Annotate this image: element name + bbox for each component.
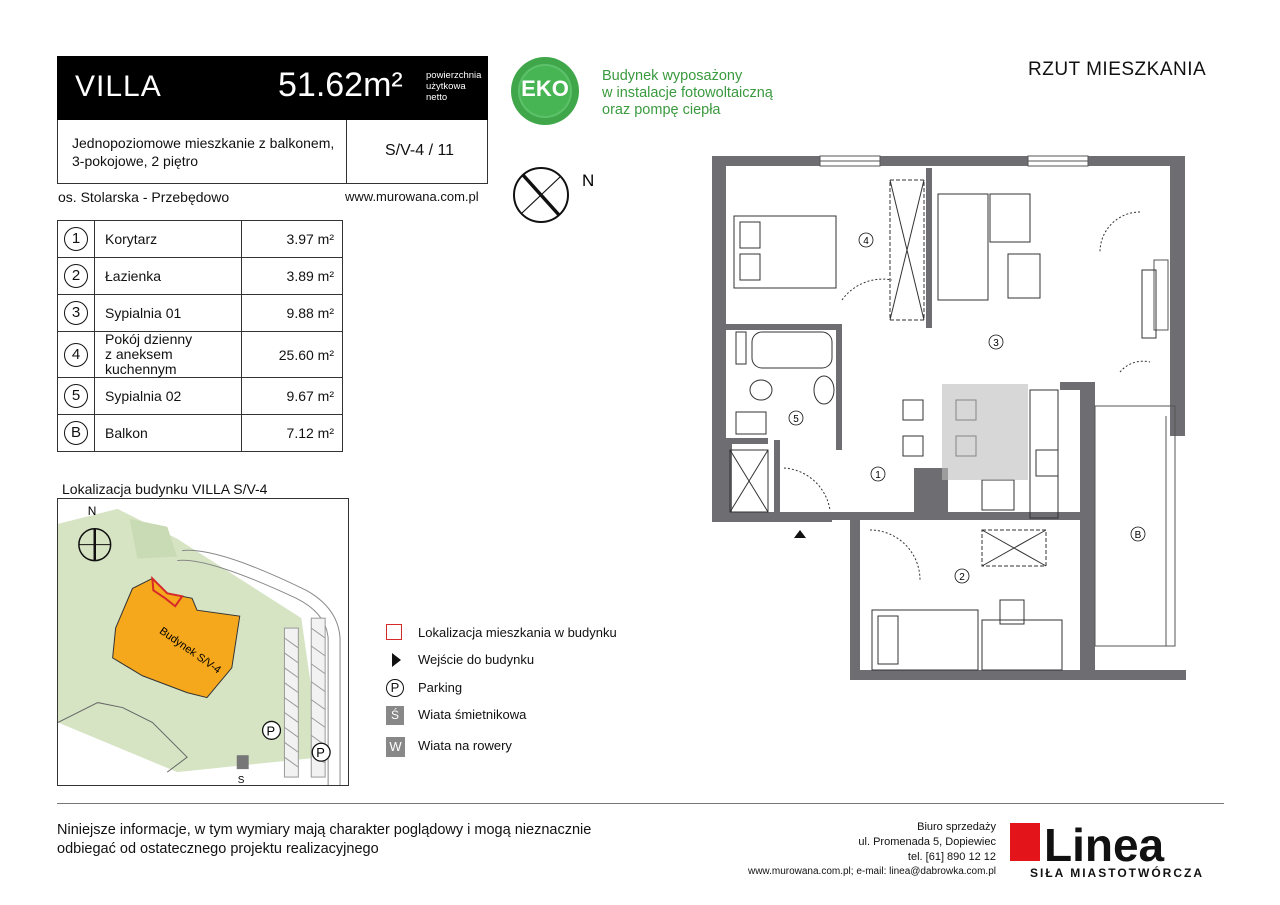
compass-north-label: N [582, 171, 595, 190]
compass-icon [512, 165, 602, 227]
room-name: Pokój dzienny z aneksem kuchennym [95, 332, 242, 378]
room-number: 1 [64, 227, 88, 251]
room-name: Sypialnia 01 [95, 295, 242, 332]
plan-title: RZUT MIESZKANIA [1028, 59, 1207, 80]
slogan: SIŁA MIASTOTWÓRCZA [1030, 866, 1204, 880]
room-number: B [64, 421, 88, 445]
area-note: powierzchnia użytkowa netto [426, 70, 482, 103]
eko-label: EKO [521, 76, 569, 101]
rooms-table [57, 220, 343, 452]
location-title: Lokalizacja budynku VILLA S/V-4 [62, 481, 268, 497]
apartment-description: Jednopoziomowe mieszkanie z balkonem, 3-pokojowe, 2 piętro [72, 135, 335, 169]
room-area: 9.88 m² [242, 295, 343, 332]
table-row [58, 378, 343, 415]
map-north-label: N [87, 503, 97, 518]
estate-name: os. Stolarska - Przebędowo [58, 189, 230, 205]
eko-description: Budynek wyposażony w instalacje fotowoltaiczną oraz pompę ciepła [602, 68, 773, 118]
header-title-box [57, 56, 488, 120]
room-name: Balkon [95, 415, 242, 452]
footer-divider [57, 803, 1224, 804]
building-label: Budynek S/V-4 [157, 625, 224, 677]
red-square-icon [386, 624, 402, 640]
bin-shelter-icon [237, 755, 249, 769]
kitchen-island [942, 384, 1028, 480]
room-area: 9.67 m² [242, 378, 343, 415]
room-number: 2 [64, 264, 88, 288]
room-label-1: 1 [875, 470, 881, 481]
location-map [57, 498, 349, 786]
apartment-area: 51.62m² [278, 66, 403, 104]
svg-text:P: P [316, 745, 325, 761]
svg-text:S: S [237, 775, 245, 786]
room-label-4: 4 [863, 236, 869, 247]
entrance-arrow-icon [386, 651, 403, 668]
table-row [58, 415, 343, 452]
room-area: 3.97 m² [242, 221, 343, 258]
room-name: Sypialnia 02 [95, 378, 242, 415]
sales-office: Biuro sprzedaży ul. Promenada 5, Dopiewiec tel. [61] 890 12 12 [858, 821, 996, 863]
bike-shelter-icon: W [386, 737, 405, 757]
parking-icon: P [386, 679, 404, 697]
room-number: 5 [64, 384, 88, 408]
building-name: VILLA [75, 70, 162, 103]
table-row [58, 258, 343, 295]
info-divider [346, 120, 347, 183]
eko-badge [511, 57, 579, 125]
room-number: 3 [64, 301, 88, 325]
balcony-outline [1095, 406, 1175, 646]
entrance-arrow-icon [794, 530, 806, 538]
room-area: 7.12 m² [242, 415, 343, 452]
lawn-patch [130, 519, 178, 559]
website-link[interactable]: www.murowana.com.pl [345, 189, 479, 204]
apartment-info-box [57, 120, 488, 184]
room-label-3: 3 [993, 338, 999, 349]
room-name: Łazienka [95, 258, 242, 295]
room-area: 25.60 m² [242, 332, 343, 378]
logo-text: Linea [1044, 821, 1165, 871]
room-label-b: B [1134, 530, 1142, 541]
contact-info[interactable]: www.murowana.com.pl; e-mail: linea@dabrowka.com.pl [747, 866, 996, 877]
unit-code: S/V-4 / 11 [385, 142, 455, 159]
table-row [58, 295, 343, 332]
room-area: 3.89 m² [242, 258, 343, 295]
room-label-2: 2 [959, 572, 965, 583]
svg-text:P: P [266, 723, 276, 739]
bin-shelter-icon: Ś [386, 706, 404, 725]
disclaimer: Niniejsze informacje, w tym wymiary mają charakter poglądowy i mogą nieznacznie odbiegać od ostatecznego projektu realizacyjnego [57, 822, 592, 857]
room-label-5: 5 [793, 414, 799, 425]
room-name: Korytarz [95, 221, 242, 258]
table-row [58, 221, 343, 258]
room-number: 4 [64, 343, 88, 367]
floor-plan [690, 150, 1210, 690]
table-row [58, 332, 343, 378]
